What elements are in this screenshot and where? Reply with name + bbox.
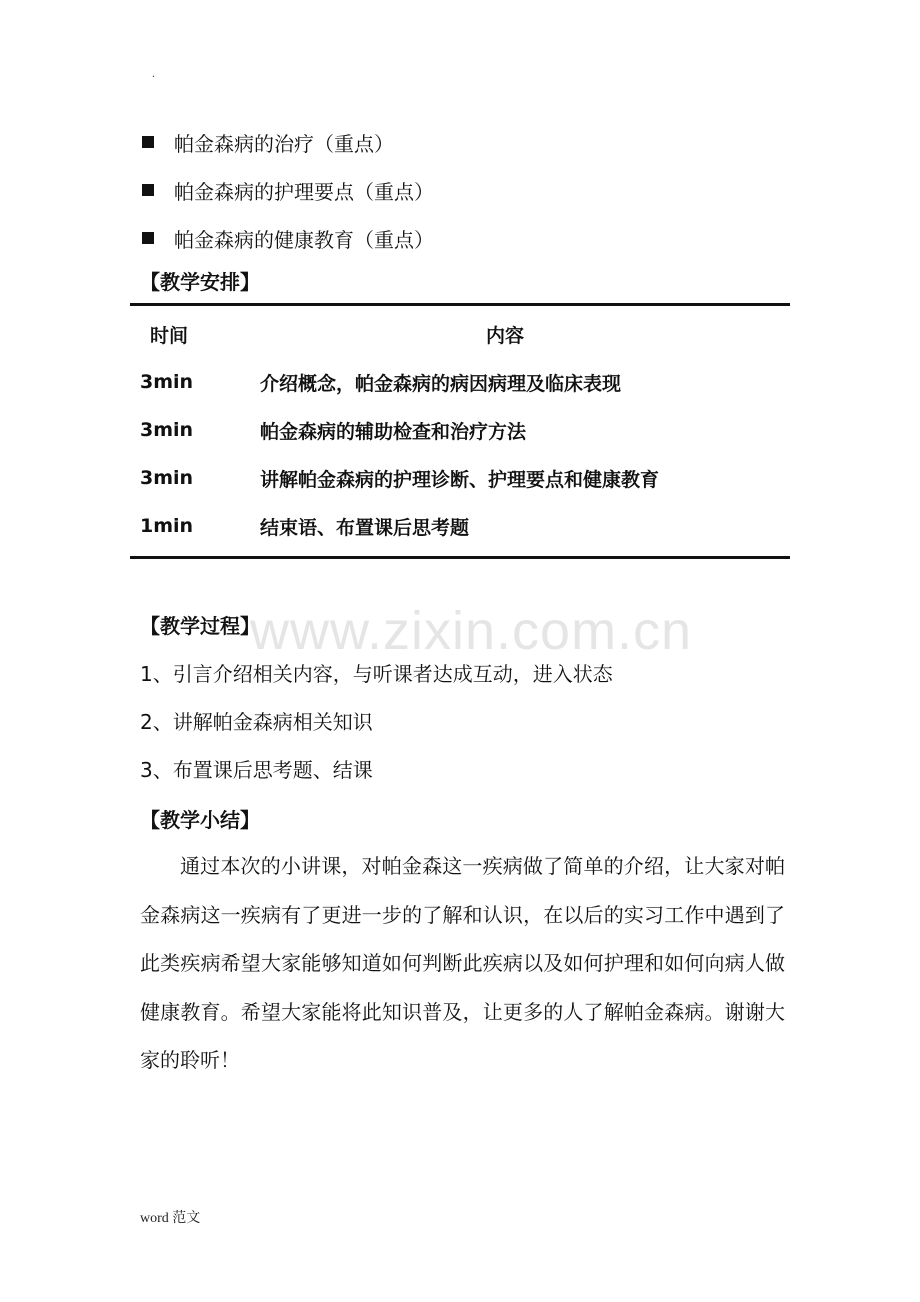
summary-paragraph: 通过本次的小讲课，对帕金森这一疾病做了简单的介绍，让大家对帕金森病这一疾病有了更进一步的了解和认识，在以后的实习工作中遇到了此类疾病希望大家能够知道如何判断此疾病以及如何护理和如何向病人做健康教育。希望大家能将此知识普及，让更多的人了解帕金森病。谢谢大家的聆听！: [140, 854, 785, 1072]
list-item-text: 帕金森病的护理要点（重点）: [174, 179, 434, 204]
list-item: 3、布置课后思考题、结课: [140, 757, 373, 782]
list-item: [140, 118, 434, 166]
process-heading: 【教学过程】: [140, 614, 260, 638]
table-header-row: [130, 310, 790, 358]
page-footer: word 范文: [140, 1211, 201, 1226]
header-mark: .: [152, 66, 155, 80]
list-item-text: 帕金森病的健康教育（重点）: [174, 227, 434, 252]
cell-time: 3min: [140, 419, 194, 441]
table-row: [130, 454, 790, 502]
cell-content: 结束语、布置课后思考题: [260, 516, 470, 539]
column-header-content: 内容: [485, 324, 524, 347]
summary-heading: 【教学小结】: [140, 808, 260, 832]
square-bullet-icon: [142, 136, 154, 148]
summary-body: [140, 842, 785, 1085]
column-header-time: 时间: [150, 324, 189, 347]
cell-time: 1min: [140, 515, 194, 537]
schedule-table: [130, 303, 790, 559]
arrangement-heading: 【教学安排】: [140, 270, 260, 294]
cell-time: 3min: [140, 467, 194, 489]
list-item: 1、引言介绍相关内容，与听课者达成互动，进入状态: [140, 661, 613, 686]
process-list: [140, 648, 613, 792]
cell-content: 介绍概念，帕金森病的病因病理及临床表现: [260, 372, 622, 395]
cell-content: 帕金森病的辅助检查和治疗方法: [260, 420, 527, 443]
table-row: [130, 406, 790, 454]
list-item: [140, 166, 434, 214]
cell-content: 讲解帕金森病的护理诊断、护理要点和健康教育: [260, 468, 660, 491]
watermark: www.zixin.com.cn: [250, 601, 693, 661]
key-points-list: [140, 118, 434, 262]
list-item: 2、讲解帕金森病相关知识: [140, 709, 373, 734]
square-bullet-icon: [142, 184, 154, 196]
table-row: [130, 358, 790, 406]
square-bullet-icon: [142, 232, 154, 244]
list-item: [140, 214, 434, 262]
list-item-text: 帕金森病的治疗（重点）: [174, 131, 394, 156]
cell-time: 3min: [140, 371, 194, 393]
table-row: [130, 502, 790, 550]
